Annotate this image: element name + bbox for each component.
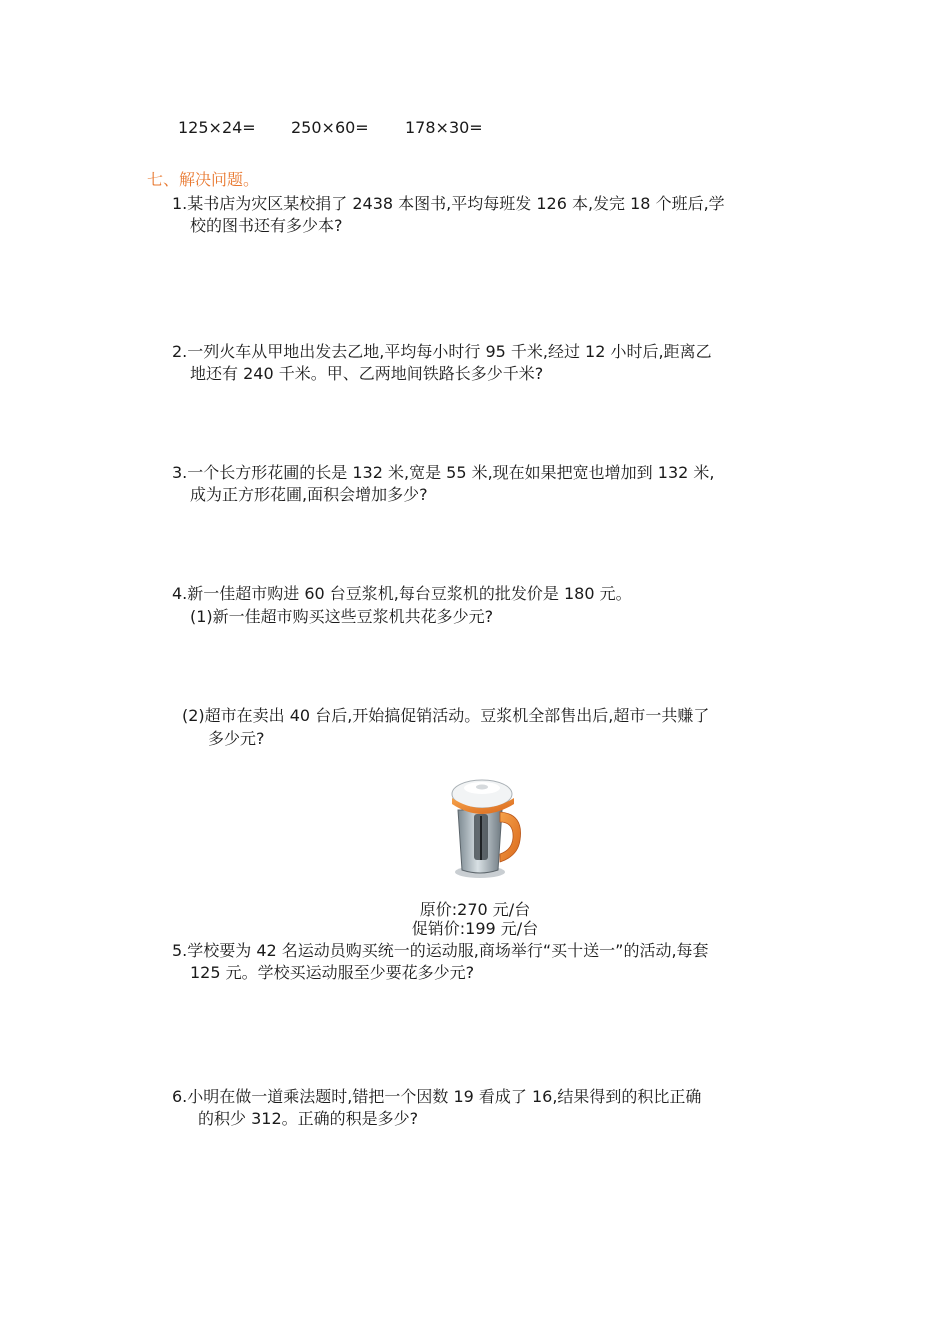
- calc-expression-2: 250×60=: [291, 118, 369, 137]
- question-1-line-2: 校的图书还有多少本?: [190, 216, 343, 235]
- question-4: [172, 583, 812, 605]
- price-promo: 促销价:199 元/台: [411, 919, 539, 938]
- section-title: 七、解决问题。: [147, 170, 260, 189]
- calc-expression-3: 178×30=: [405, 118, 483, 137]
- question-6-line-1: 6.小明在做一道乘法题时,错把一个因数 19 看成了 16,结果得到的积比正确: [172, 1087, 702, 1106]
- question-6-line-2: 的积少 312。正确的积是多少?: [198, 1109, 419, 1128]
- question-5: [172, 940, 812, 984]
- question-6: [172, 1086, 812, 1130]
- question-3-line-1: 3.一个长方形花圃的长是 132 米,宽是 55 米,现在如果把宽也增加到 132 米,: [172, 463, 715, 482]
- question-2: [172, 341, 812, 385]
- soymilk-maker-icon: [440, 770, 528, 882]
- question-3-line-2: 成为正方形花圃,面积会增加多少?: [190, 485, 428, 504]
- calc-expression-1: 125×24=: [178, 118, 256, 137]
- question-1: [172, 193, 812, 237]
- question-2-line-2: 地还有 240 千米。甲、乙两地间铁路长多少千米?: [190, 364, 544, 383]
- question-4-part-2-line-1: (2)超市在卖出 40 台后,开始搞促销活动。豆浆机全部售出后,超市一共赚了: [182, 706, 710, 725]
- price-original: 原价:270 元/台: [419, 900, 531, 919]
- soymilk-maker-drawing: [440, 770, 528, 882]
- question-3: [172, 462, 812, 506]
- question-5-line-2: 125 元。学校买运动服至少要花多少元?: [190, 963, 475, 982]
- question-4-part-1: (1)新一佳超市购买这些豆浆机共花多少元?: [190, 607, 494, 626]
- question-1-line-1: 1.某书店为灾区某校捐了 2438 本图书,平均每班发 126 本,发完 18 个班后,学: [172, 194, 725, 213]
- question-5-line-1: 5.学校要为 42 名运动员购买统一的运动服,商场举行“买十送一”的活动,每套: [172, 941, 709, 960]
- question-4-part-2-line-2: 多少元?: [208, 729, 265, 748]
- question-2-line-1: 2.一列火车从甲地出发去乙地,平均每小时行 95 千米,经过 12 小时后,距离乙: [172, 342, 712, 361]
- question-4-line-1: 4.新一佳超市购进 60 台豆浆机,每台豆浆机的批发价是 180 元。: [172, 584, 632, 603]
